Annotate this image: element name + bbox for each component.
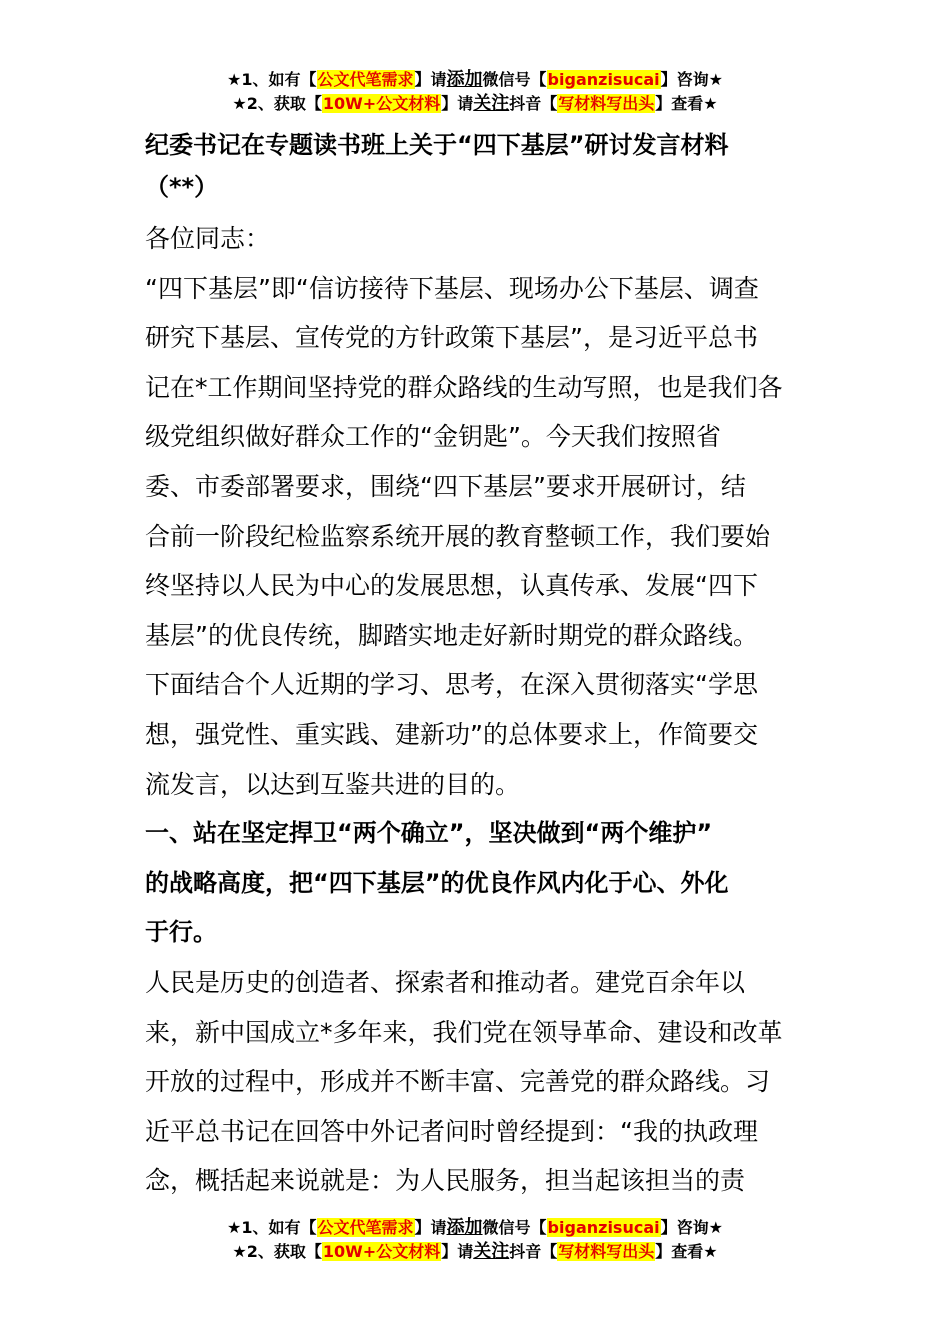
title-line: （**） <box>145 173 219 201</box>
banner-highlight: 公文代笔需求 <box>317 70 414 89</box>
banner-highlight: 写材料写出头 <box>558 94 655 113</box>
text-line: 基层”的优良传统，脚踏实地走好新时期党的群众路线。 <box>145 620 758 650</box>
paragraph-section-1 <box>145 958 805 1206</box>
text-line: 念，概括起来说就是：为人民服务，担当起该担当的责 <box>145 1166 746 1196</box>
banner-highlight: biganzisucai <box>547 1218 660 1237</box>
banner-highlight: 10W+公文材料 <box>322 1242 441 1261</box>
heading-line: 一、站在坚定捍卫“两个确立”，坚决做到“两个维护” <box>145 819 713 848</box>
banner-text: 抖音【 <box>509 1242 558 1261</box>
banner-text: 】咨询★ <box>660 70 723 89</box>
banner-text: ★1、如有【 <box>227 70 317 89</box>
banner-emphasis: 关注 <box>473 93 510 114</box>
banner-text: 】请 <box>441 1242 474 1261</box>
banner-text: 微信号【 <box>482 70 547 89</box>
text-line: 想，强党性、重实践、建新功”的总体要求上，作简要交 <box>145 719 758 749</box>
banner-emphasis: 添加 <box>446 69 483 90</box>
text-line: 近平总书记在回答中外记者问时曾经提到：“我的执政理 <box>145 1116 758 1146</box>
banner-text: 】查看★ <box>655 94 718 113</box>
title-line: 纪委书记在专题读书班上关于“四下基层”研讨发言材料 <box>145 131 729 159</box>
text-line: 终坚持以人民为中心的发展思想，认真传承、发展“四下 <box>145 571 758 601</box>
text-line: 人民是历史的创造者、探索者和推动者。建党百余年以 <box>145 967 746 997</box>
banner-text: 微信号【 <box>482 1218 547 1237</box>
heading-line: 于行。 <box>145 918 217 947</box>
banner-emphasis: 添加 <box>446 1217 483 1238</box>
paragraph-intro <box>145 264 805 810</box>
text-line: 委、市委部署要求，围绕“四下基层”要求开展研讨，结 <box>145 471 746 501</box>
banner-line-1 <box>0 1216 950 1240</box>
text-line: 来，新中国成立*多年来，我们党在领导革命、建设和改革 <box>145 1017 783 1047</box>
banner-highlight: 写材料写出头 <box>558 1242 655 1261</box>
text-line: 研究下基层、宣传党的方针政策下基层”，是习近平总书 <box>145 323 758 353</box>
text-line: 合前一阶段纪检监察系统开展的教育整顿工作，我们要始 <box>145 521 771 551</box>
banner-text: 】请 <box>414 1218 447 1237</box>
banner-text: 】咨询★ <box>660 1218 723 1237</box>
banner-text: 】请 <box>414 70 447 89</box>
section-heading-1 <box>145 809 805 958</box>
text-line: 下面结合个人近期的学习、思考，在深入贯彻落实“学思 <box>145 670 758 700</box>
text-line: “四下基层”即“信访接待下基层、现场办公下基层、调查 <box>145 273 759 303</box>
document-body <box>145 124 805 1206</box>
text-line: 流发言，以达到互鉴共进的目的。 <box>145 769 521 799</box>
banner-text: ★1、如有【 <box>227 1218 317 1237</box>
document-title <box>145 124 805 208</box>
text-line: 级党组织做好群众工作的“金钥匙”。今天我们按照省 <box>145 422 721 452</box>
top-banner <box>0 68 950 116</box>
banner-highlight: biganzisucai <box>547 70 660 89</box>
banner-line-2 <box>0 92 950 116</box>
greeting: 各位同志： <box>145 224 271 253</box>
banner-emphasis: 关注 <box>473 1241 510 1262</box>
banner-text: ★2、获取【 <box>232 1242 322 1261</box>
banner-text: 】查看★ <box>655 1242 718 1261</box>
banner-line-1 <box>0 68 950 92</box>
text-line: 开放的过程中，形成并不断丰富、完善党的群众路线。习 <box>145 1067 771 1097</box>
banner-line-2 <box>0 1240 950 1264</box>
banner-text: 抖音【 <box>509 94 558 113</box>
banner-text: ★2、获取【 <box>232 94 322 113</box>
text-line: 记在*工作期间坚持党的群众路线的生动写照，也是我们各 <box>145 372 783 402</box>
banner-text: 】请 <box>441 94 474 113</box>
banner-highlight: 10W+公文材料 <box>322 94 441 113</box>
banner-highlight: 公文代笔需求 <box>317 1218 414 1237</box>
bottom-banner <box>0 1216 950 1264</box>
heading-line: 的战略高度，把“四下基层”的优良作风内化于心、外化 <box>145 868 729 897</box>
